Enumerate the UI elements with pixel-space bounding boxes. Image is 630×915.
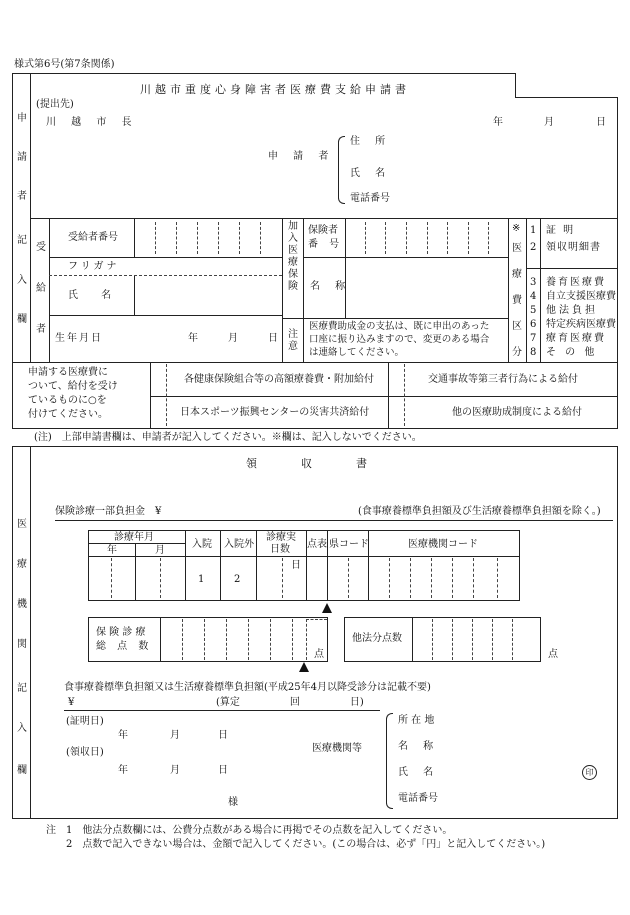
- receipt-day: 日: [218, 765, 228, 776]
- copay-underline: [55, 520, 613, 521]
- insured-number-label-1: 番 号: [308, 239, 344, 250]
- benefit-check-2: ているものに○を: [28, 395, 107, 406]
- sama-label: 様: [228, 797, 238, 808]
- header-days-1: 日数: [270, 544, 290, 555]
- up-triangle-icon: [321, 602, 333, 614]
- note-line-2: は連絡してください。: [309, 347, 405, 358]
- furigana-label: フリガナ: [68, 261, 120, 272]
- left-label-1: 請: [17, 152, 27, 163]
- category-no: 6: [530, 319, 537, 330]
- category-item: 自立支援医療費: [546, 291, 616, 302]
- header-pref: 県コード: [329, 539, 369, 550]
- left-label-0: 申: [17, 113, 27, 124]
- header-days-0: 診療実: [266, 532, 296, 543]
- other-points-unit: 点: [548, 649, 558, 660]
- proof-month: 月: [170, 730, 180, 741]
- other-points-label: 他法分点数: [352, 633, 402, 644]
- insurance-label-2: 医: [288, 245, 298, 256]
- insurance-name-label: 名 称: [310, 281, 352, 292]
- total-label-0: 保 険 診 療: [96, 627, 146, 638]
- insurance-label-3: 療: [288, 257, 298, 268]
- recipient-label-1: 給: [36, 283, 46, 294]
- inst-phone-label: 電話番号: [398, 793, 438, 804]
- applicant-name-label: 氏 名: [350, 168, 392, 179]
- copay-note: (食事療養標準負担額及び生活療養標準負担額を除く。): [358, 506, 601, 517]
- category-no: 8: [530, 347, 537, 358]
- inst-address-label: 所 在 地: [398, 715, 435, 726]
- form-number: 様式第6号(第7条関係): [14, 59, 115, 70]
- benefit-check-0: 申請する医療費に: [28, 367, 108, 378]
- category-no: 5: [530, 305, 537, 316]
- days-unit: 日: [291, 560, 301, 571]
- left-label-2: 者: [17, 191, 27, 202]
- category-label-5: 分: [512, 347, 522, 358]
- header-inpatient: 入院: [192, 539, 212, 550]
- recipient-label-2: 者: [36, 324, 46, 335]
- receipt-side-2: 機: [17, 599, 27, 610]
- date-day: 日: [596, 117, 606, 128]
- applicant-phone-label: 電話番号: [350, 193, 390, 204]
- category-item: 特定疾病医療費: [546, 319, 616, 330]
- header-inst: 医療機関コード: [408, 539, 478, 550]
- seal-icon: 印: [582, 765, 597, 780]
- benefit-option[interactable]: 各健康保険組合等の高額療養費・附加給付: [184, 374, 374, 385]
- insurance-label-1: 入: [288, 233, 298, 244]
- date-year: 年: [493, 117, 503, 128]
- receipt-month: 月: [170, 765, 180, 776]
- proof-year: 年: [118, 730, 128, 741]
- insurance-label-4: 保: [288, 269, 298, 280]
- addressee: 川 越 市 長: [46, 117, 138, 128]
- receipt-year: 年: [118, 765, 128, 776]
- submit-to-label: (提出先): [36, 99, 74, 110]
- proof-day: 日: [218, 730, 228, 741]
- meal-underline: [64, 710, 380, 711]
- benefit-check-3: 付けてください。: [28, 409, 108, 420]
- category-item: そ の 他: [546, 347, 598, 358]
- category-no: 4: [530, 291, 537, 302]
- inst-person-label: 氏 名: [398, 767, 440, 778]
- receipt-side-3: 関: [17, 639, 27, 650]
- proof-date-label: (証明日): [66, 716, 104, 727]
- meal-calc: (算定 回 日): [216, 697, 364, 708]
- benefit-check-1: ついて、給付を受け: [28, 381, 118, 392]
- institution-brace: [386, 713, 393, 809]
- up-triangle-icon: [298, 661, 310, 673]
- applicant-label: 申 請 者: [268, 151, 335, 162]
- inst-name-label: 名 称: [398, 741, 440, 752]
- receipt-side-4: 記: [17, 683, 27, 694]
- header-ym: 診療年月: [114, 532, 154, 543]
- total-unit: 点: [314, 649, 324, 660]
- inpatient-value: 1: [198, 574, 205, 585]
- benefit-option[interactable]: 日本スポーツ振興センターの災害共済給付: [180, 407, 370, 418]
- meal-label: 食事療養標準負担額又は生活療養標準負担額(平成25年4月以降受診分は記載不要): [64, 682, 431, 693]
- note-label-1: 意: [288, 341, 298, 352]
- insured-number-label-0: 保険者: [308, 225, 338, 236]
- category-no: 7: [530, 333, 537, 344]
- receipt-side-0: 医: [17, 519, 27, 530]
- applicant-brace: [338, 136, 345, 204]
- category-item: 療育医療費: [546, 333, 606, 344]
- benefit-option[interactable]: 交通事故等第三者行為による給付: [428, 374, 578, 385]
- birthdate-label: 生年月日: [55, 333, 103, 344]
- recipient-number-label: 受給者番号: [68, 232, 118, 243]
- recipient-name-label: 氏 名: [68, 290, 122, 301]
- category-item: 他法負担: [546, 305, 598, 316]
- recipient-label-0: 受: [36, 242, 46, 253]
- meal-yen: ¥: [68, 697, 75, 708]
- category-label-3: 費: [512, 295, 522, 306]
- left-label-5: 欄: [17, 314, 27, 325]
- category-item: 養育医療費: [546, 277, 606, 288]
- receipt-side-5: 入: [17, 723, 27, 734]
- outpatient-value: 2: [234, 574, 241, 585]
- category-no: 1: [530, 225, 537, 236]
- date-month: 月: [544, 117, 554, 128]
- category-label-2: 療: [512, 269, 522, 280]
- note-line-0: 医療費助成金の支払は、既に申出のあった: [309, 321, 490, 332]
- upper-note: (注) 上部申請書欄は、申請者が記入してください。※欄は、記入しないでください。: [34, 432, 422, 443]
- birth-day: 日: [268, 333, 278, 344]
- header-dot: 点表: [307, 539, 327, 550]
- applicant-address-label: 住 所: [350, 136, 392, 147]
- total-label-1: 総 点 数: [96, 641, 153, 652]
- category-label-1: 医: [512, 243, 522, 254]
- left-label-4: 入: [17, 275, 27, 286]
- note-line-1: 口座に振り込みますので、変更のある場合: [309, 334, 490, 345]
- birth-month: 月: [228, 333, 238, 344]
- header-month: 月: [155, 545, 165, 556]
- receipt-note-1: 2 点数で記入できない場合は、金額で記入してください。(この場合は、必ず「円」と記入してください。): [46, 839, 546, 850]
- category-label-4: 区: [512, 321, 522, 332]
- note-label-0: 注: [288, 329, 298, 340]
- receipt-side-1: 療: [17, 559, 27, 570]
- insurance-label-5: 険: [288, 281, 298, 292]
- receipt-side-6: 欄: [17, 765, 27, 776]
- birth-year: 年: [188, 333, 198, 344]
- category-label-0: ※: [512, 223, 521, 234]
- header-year: 年: [107, 545, 117, 556]
- left-label-3: 記: [17, 235, 27, 246]
- category-no: 2: [530, 242, 537, 253]
- insurance-label-0: 加: [288, 221, 298, 232]
- receipt-title: 領 収 書: [246, 457, 367, 470]
- category-item: 領収明細書: [546, 242, 601, 253]
- category-item: 証 明: [546, 225, 576, 236]
- benefit-option[interactable]: 他の医療助成制度による給付: [452, 407, 582, 418]
- institution-label: 医療機関等: [312, 743, 362, 754]
- form-title: 川越市重度心身障害者医療費支給申請書: [140, 83, 410, 96]
- receipt-date-label: (領収日): [66, 747, 104, 758]
- receipt-note-0: 注 1 他法分点数欄には、公費分点数がある場合に再掲でその点数を記入してください。: [46, 825, 453, 836]
- category-no: 3: [530, 277, 537, 288]
- header-outpatient: 入院外: [224, 539, 254, 550]
- copay-label: 保険診療一部負担金 ¥: [55, 506, 162, 517]
